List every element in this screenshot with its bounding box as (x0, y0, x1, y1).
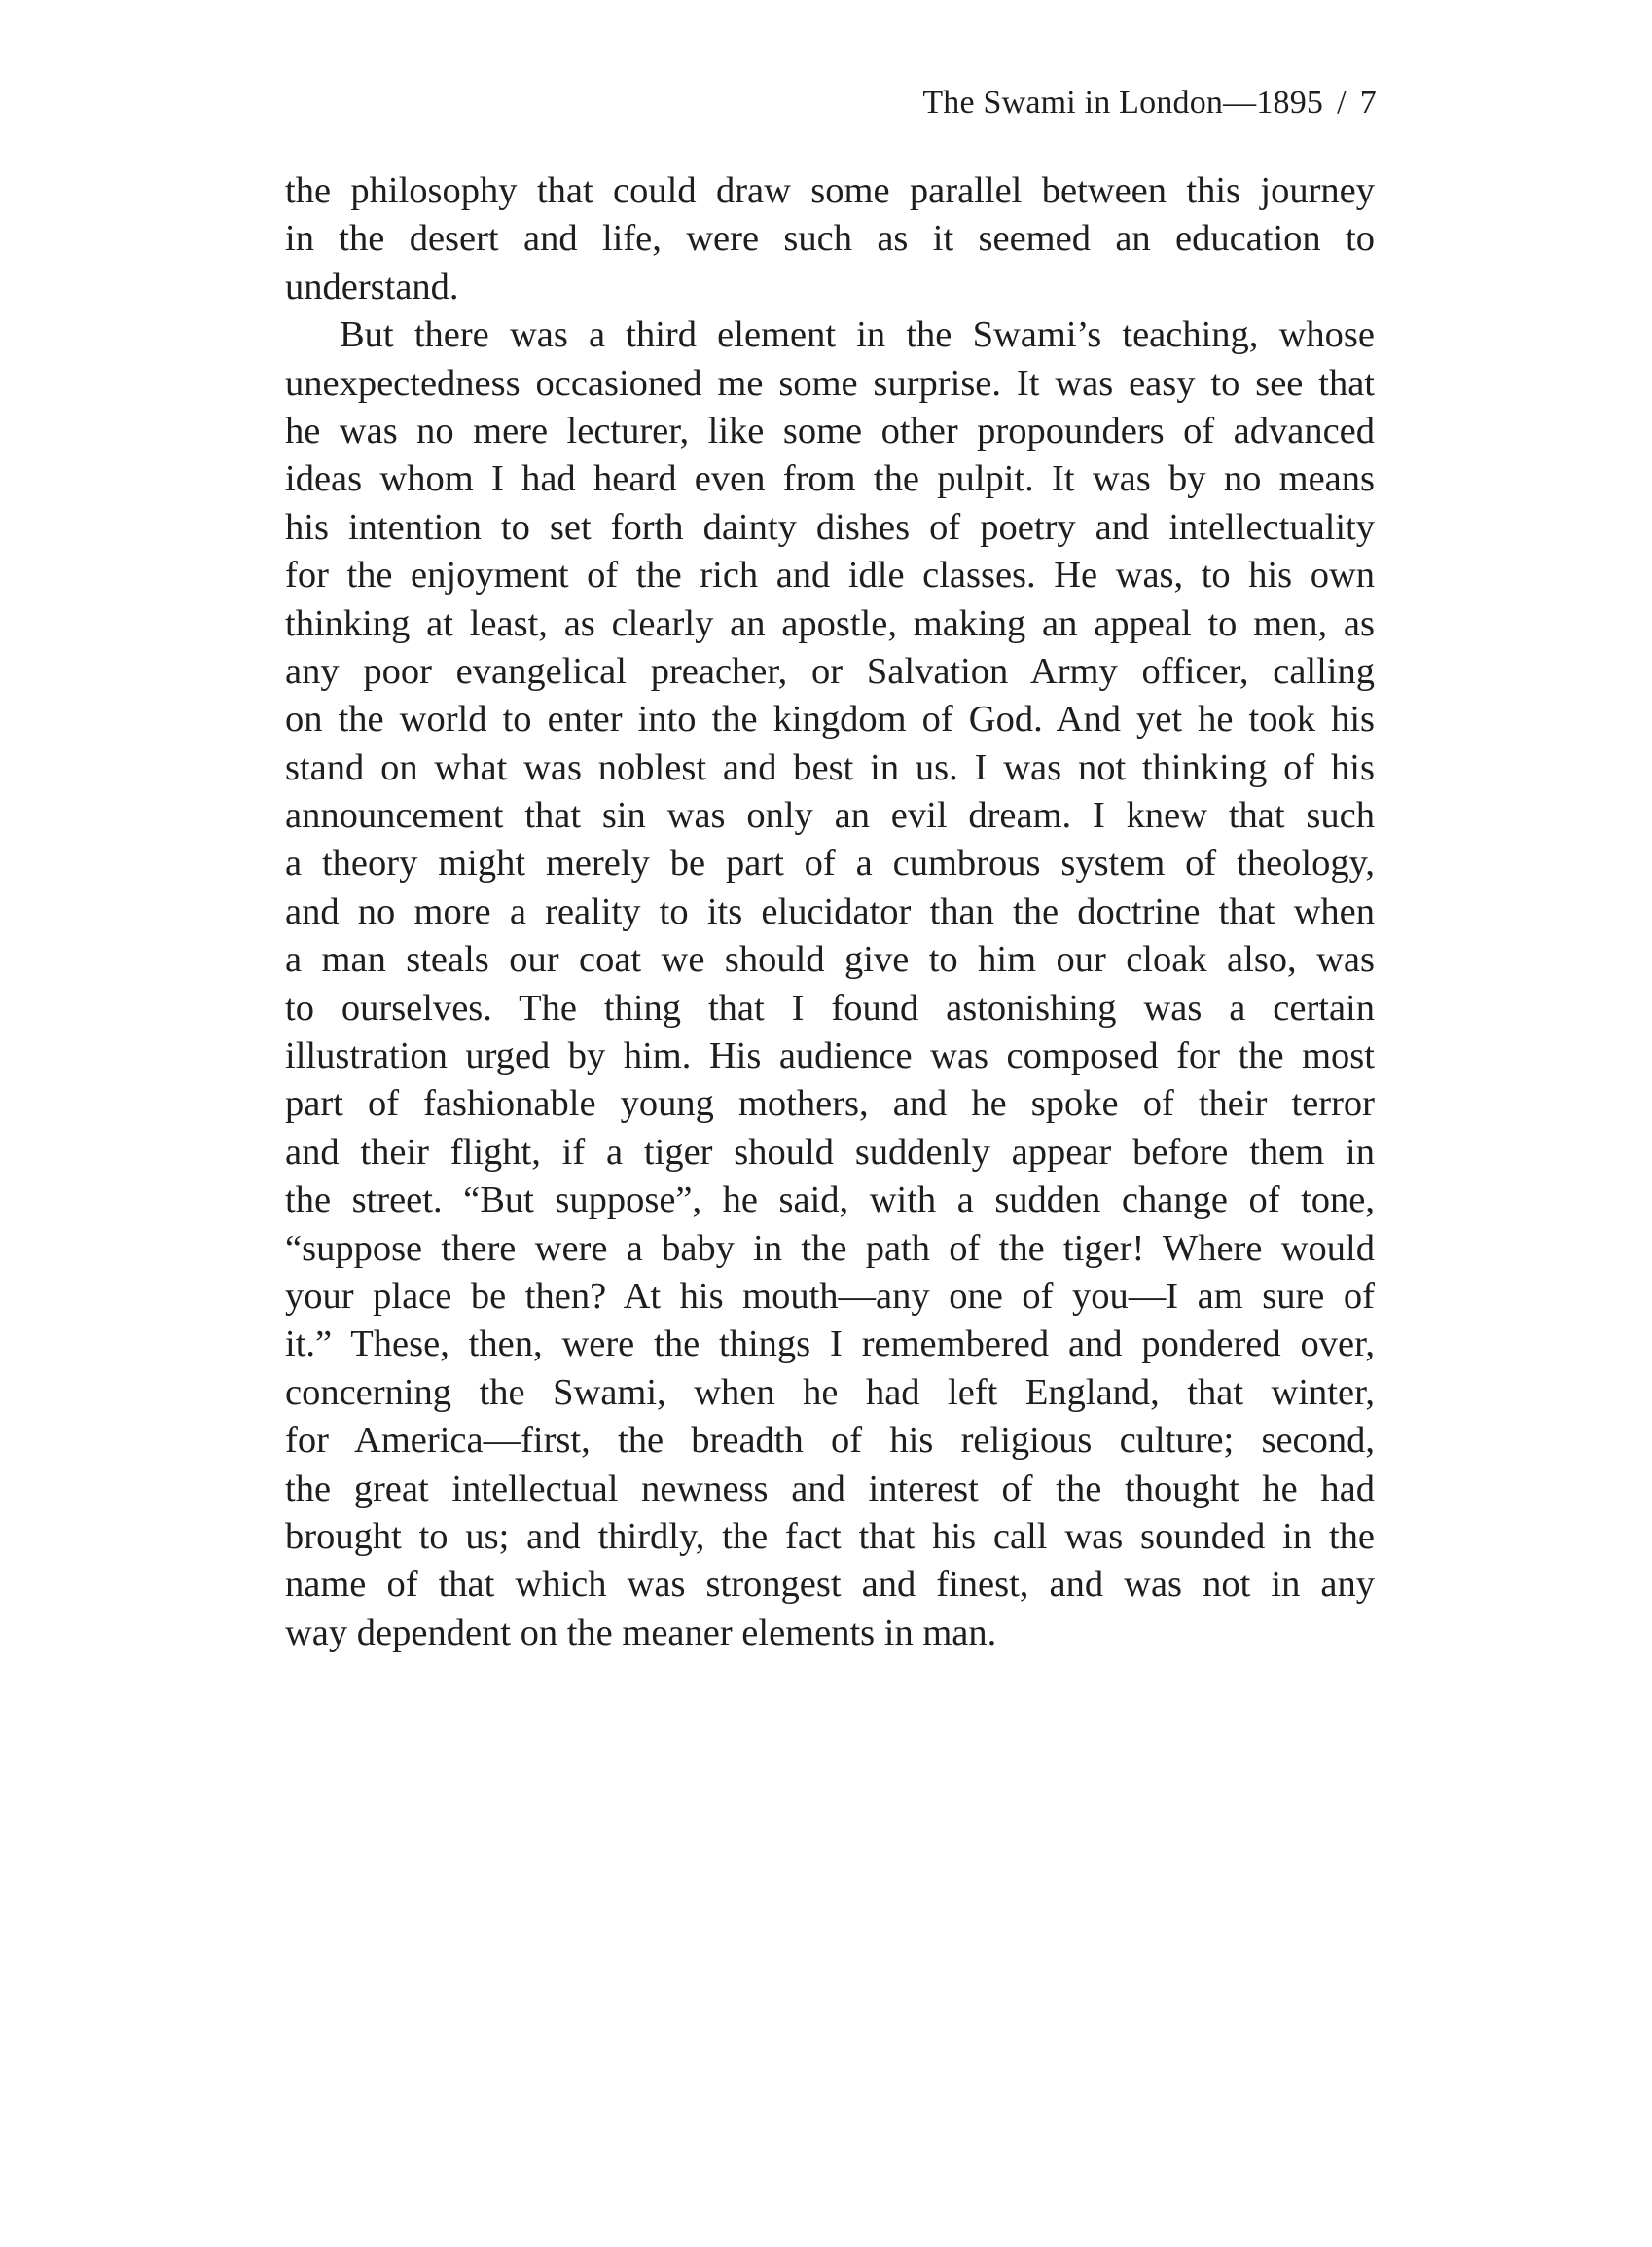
text-line: illustration urged by him. His audience was composed for the most (285, 1035, 1375, 1077)
text-line: part of fashionable young mothers, and he spoke of their terror (285, 1083, 1375, 1125)
body-text (285, 167, 1375, 1657)
text-line: a theory might merely be part of a cumbrous system of theology, (285, 843, 1375, 885)
running-head-separator: / (1337, 85, 1347, 121)
text-line: But there was a third element in the Swami’s teaching, whose (340, 314, 1375, 356)
text-line: announcement that sin was only an evil dream. I knew that such (285, 795, 1375, 837)
text-line: the street. “But suppose”, he said, with a sudden change of tone, (285, 1179, 1375, 1221)
text-line: understand. (285, 266, 459, 308)
text-line: stand on what was noblest and best in us. I was not thinking of his (285, 746, 1375, 788)
text-line: the philosophy that could draw some parallel between this journey (285, 170, 1375, 211)
text-line: he was no mere lecturer, like some other propounders of advanced (285, 410, 1375, 452)
text-line: and their flight, if a tiger should suddenly appear before them in (285, 1131, 1375, 1173)
running-title: The Swami in London—1895 (922, 85, 1324, 121)
text-line: way dependent on the meaner elements in man. (285, 1612, 997, 1653)
text-line: his intention to set forth dainty dishes of poetry and intellectuality (285, 506, 1375, 548)
text-line: unexpectedness occasioned me some surprise. It was easy to see that (285, 362, 1375, 404)
text-line: thinking at least, as clearly an apostle, making an appeal to men, as (285, 602, 1375, 644)
text-line: for the enjoyment of the rich and idle classes. He was, to his own (285, 555, 1375, 597)
text-line: “suppose there were a baby in the path of the tiger! Where would (285, 1227, 1375, 1269)
text-line: it.” These, then, were the things I remembered and pondered over, (285, 1323, 1375, 1365)
text-line: in the desert and life, were such as it seemed an education to (285, 218, 1375, 260)
text-line: on the world to enter into the kingdom of God. And yet he took his (285, 699, 1375, 741)
text-line: your place be then? At his mouth—any one of you—I am sure of (285, 1275, 1375, 1317)
text-line: for America—first, the breadth of his religious culture; second, (285, 1420, 1375, 1462)
running-head (922, 84, 1377, 123)
text-line: a man steals our coat we should give to him our cloak also, was (285, 939, 1375, 981)
page-number: 7 (1359, 85, 1377, 121)
paragraph-1 (285, 167, 1375, 311)
text-line: ideas whom I had heard even from the pulpit. It was by no means (285, 458, 1375, 500)
paragraph-2 (285, 311, 1375, 1657)
text-line: the great intellectual newness and interest of the thought he had (285, 1468, 1375, 1509)
text-line: any poor evangelical preacher, or Salvation Army officer, calling (285, 650, 1375, 692)
text-line: concerning the Swami, when he had left England, that winter, (285, 1371, 1375, 1413)
text-line: and no more a reality to its elucidator than the doctrine that when (285, 890, 1375, 932)
text-line: to ourselves. The thing that I found astonishing was a certain (285, 987, 1375, 1029)
text-line: brought to us; and thirdly, the fact that his call was sounded in the (285, 1515, 1375, 1557)
text-line: name of that which was strongest and finest, and was not in any (285, 1564, 1375, 1606)
